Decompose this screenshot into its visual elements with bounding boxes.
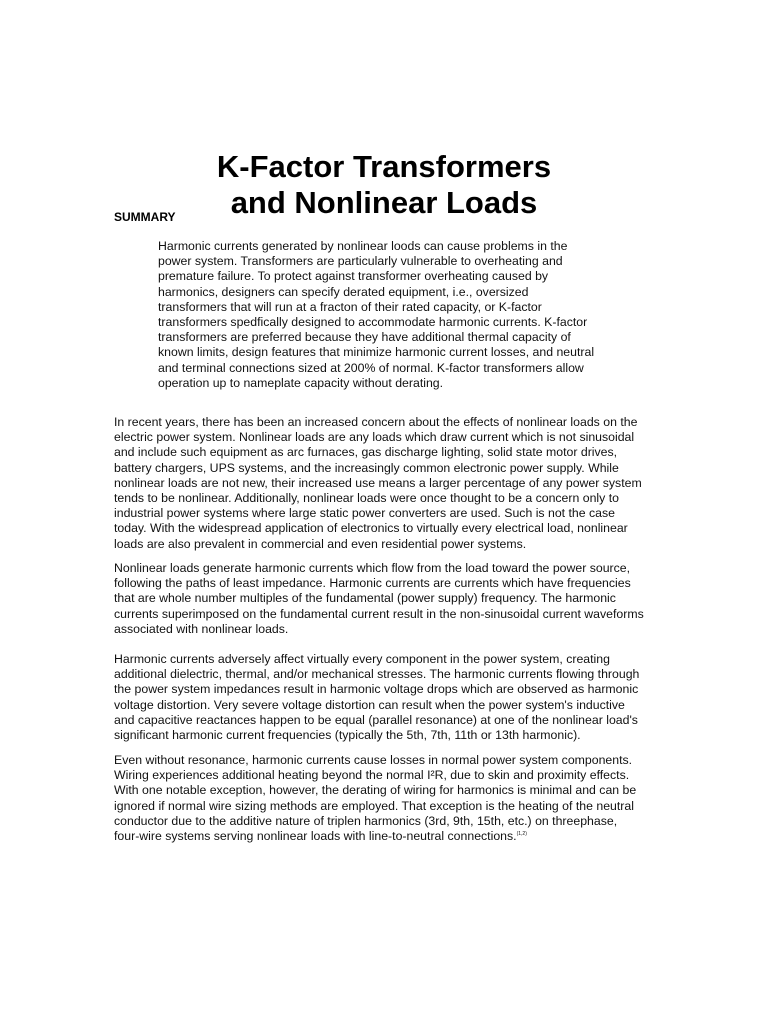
body-paragraph-4-text: Even without resonance, harmonic currents cause losses in normal power system components. Wiring experiences additional heating beyond the normal I²R, due to skin and proximity effects. With one notable exception, however, the derating of wiring for harmonics is minimal and can be ignored if normal wire sizing methods are employed. That exception is the heating of the neutral conductor due to the additive nature of triplen harmonics (3rd, 9th, 15th, etc.) on threephase, four-wire systems serving nonlinear loads with line-to-neutral connections.: [114, 753, 637, 844]
body-paragraph-2: Nonlinear loads generate harmonic currents which flow from the load toward the power source, following the paths of least impedance. Harmonic currents are currents which have frequencies that are whole number multiples of the fundamental (power supply) frequency. The harmonic currents superimposed on the fundamental current result in the non-sinusoidal current waveforms associated with nonlinear loads.: [114, 561, 644, 636]
body-paragraph-3: Harmonic currents adversely affect virtually every component in the power system, creating additional dielectric, thermal, and/or mechanical stresses. The harmonic currents flowing through the power system impedances result in harmonic voltage drops which are observed as harmonic voltage distortion. Very severe voltage distortion can result when the power system's inductive and capacitive reactances happen to be equal (parallel resonance) at one of the nonlinear load's significant harmonic current frequencies (typically the 5th, 7th, 11th or 13th harmonic).: [114, 652, 640, 743]
summary-paragraph: Harmonic currents generated by nonlinear loods can cause problems in the power system. Transformers are particularly vulnerable to overheating and premature failure. To protect against transformer overheating caused by harmonics, designers can specify derated equipment, i.e., oversized transformers that will run at a fracton of their rated capacity, or K-factor transformers spedfically designed to accommodate harmonic currents. K-factor transformers are preferred because they have additional thermal capacity of known limits, design features that minimize harmonic current losses, and neutral and terminal connections sized at 200% of normal. K-factor transformers allow operation up to nameplate capacity without derating.: [158, 239, 595, 390]
title-line-2: and Nonlinear Loads: [230, 184, 538, 220]
reference-superscript: (1,2): [516, 830, 527, 837]
title-line-1: K-Factor Transformers: [216, 148, 552, 184]
summary-heading: SUMMARY: [114, 210, 176, 224]
body-paragraph-1: In recent years, there has been an increased concern about the effects of nonlinear loads on the electric power system. Nonlinear loads are any loads which draw current which is not sinusoidal and include such equipment as arc furnaces, gas discharge lighting, solid state motor drives, battery chargers, UPS systems, and the increasingly common electronic power supply. While nonlinear loads are not new, their increased use means a larger percentage of any power system tends to be nonlinear. Additionally, nonlinear loads were once thought to be a concern only to industrial power systems where large static power converters are used. Such is not the case today. With the widespread application of electronics to virtually every electrical load, nonlinear loads are also prevalent in commercial and even residential power systems.: [114, 415, 642, 551]
body-paragraph-4: [114, 753, 659, 844]
